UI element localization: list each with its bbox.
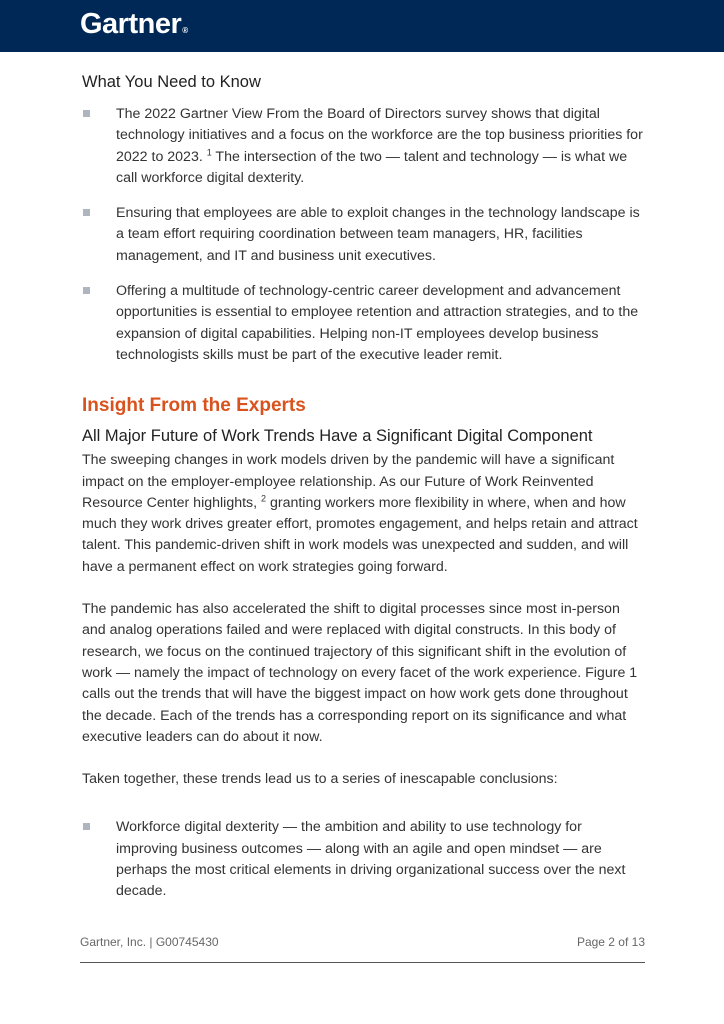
insight-heading: Insight From the Experts bbox=[82, 395, 306, 417]
logo-text: Gartner bbox=[80, 8, 182, 40]
gartner-logo bbox=[80, 8, 188, 41]
page-content bbox=[82, 70, 647, 903]
page-header bbox=[0, 0, 724, 52]
list-item bbox=[82, 104, 647, 189]
bullet-text: Offering a multitude of technology-centric career development and advancement opportunities is essential to employee retention and attraction strategies, and to the expansion of digital capabilities. Helping non-IT employees develop business technologists skills must be part of the executive leader remit. bbox=[116, 283, 639, 363]
paragraph-text-before: The sweeping changes in work models driven by the pandemic will have a significant impact on the employer-employee relationship. As our Future of Work Reinvented Resource Center highlights, bbox=[82, 452, 615, 511]
bullet-square-icon bbox=[83, 287, 90, 294]
registered-mark: ® bbox=[182, 26, 188, 35]
bullet-text: Workforce digital dexterity — the ambition and ability to use technology for improving business outcomes — along with an agile and open mindset — are perhaps the most critical elements in driving organizational success over the next decade. bbox=[116, 819, 626, 900]
bullet-square-icon bbox=[83, 823, 90, 830]
paragraph bbox=[82, 450, 647, 578]
bullet-square-icon bbox=[83, 209, 90, 216]
trends-subheading: All Major Future of Work Trends Have a Significant Digital Component bbox=[82, 427, 593, 446]
bullet-text-before: The 2022 Gartner View From the Board of Directors survey shows that digital technology initiatives and a focus on the workforce are the top business priorities for 2022 to 2023. bbox=[116, 106, 643, 165]
footer-divider bbox=[80, 962, 645, 963]
paragraph: Taken together, these trends lead us to a series of inescapable conclusions: bbox=[82, 771, 558, 788]
paragraph-text-after: granting workers more flexibility in where, when and how much they work drives greater effort, promotes engagement, and helps retain and attract talent. This pandemic-driven shift in work models was unexpected and sudden, and will have a permanent effect on work strategies going forward. bbox=[82, 494, 638, 575]
bullet-square-icon bbox=[83, 110, 90, 117]
bullet-text: Ensuring that employees are able to exploit changes in the technology landscape is a team effort requiring coordination between team managers, HR, facilities management, and IT and business unit executives. bbox=[116, 205, 640, 264]
footnote-ref[interactable]: 1 bbox=[206, 146, 212, 157]
list-item bbox=[82, 817, 647, 902]
list-item bbox=[82, 203, 647, 267]
list-item bbox=[82, 281, 647, 366]
need-to-know-list bbox=[82, 104, 647, 366]
footer-document-id: Gartner, Inc. | G00745430 bbox=[80, 935, 219, 949]
conclusions-list bbox=[82, 817, 647, 902]
paragraph: The pandemic has also accelerated the shift to digital processes since most in-person and analog operations failed and were replaced with digital constructs. In this body of research, we focus on the continued trajectory of this significant shift in the evolution of work — namely the impact of technology on every facet of the work experience. Figure 1 calls out the trends that will have the biggest impact on how work gets done throughout the decade. Each of the trends has a corresponding report on its significance and what executive leaders can do about it now. bbox=[82, 601, 638, 745]
footnote-ref[interactable]: 2 bbox=[261, 493, 267, 504]
bullet-text-after: The intersection of the two — talent and technology — is what we call workforce digital dexterity. bbox=[116, 148, 628, 186]
footer-page-number: Page 2 of 13 bbox=[576, 935, 645, 949]
what-you-need-to-know-heading: What You Need to Know bbox=[82, 73, 261, 91]
